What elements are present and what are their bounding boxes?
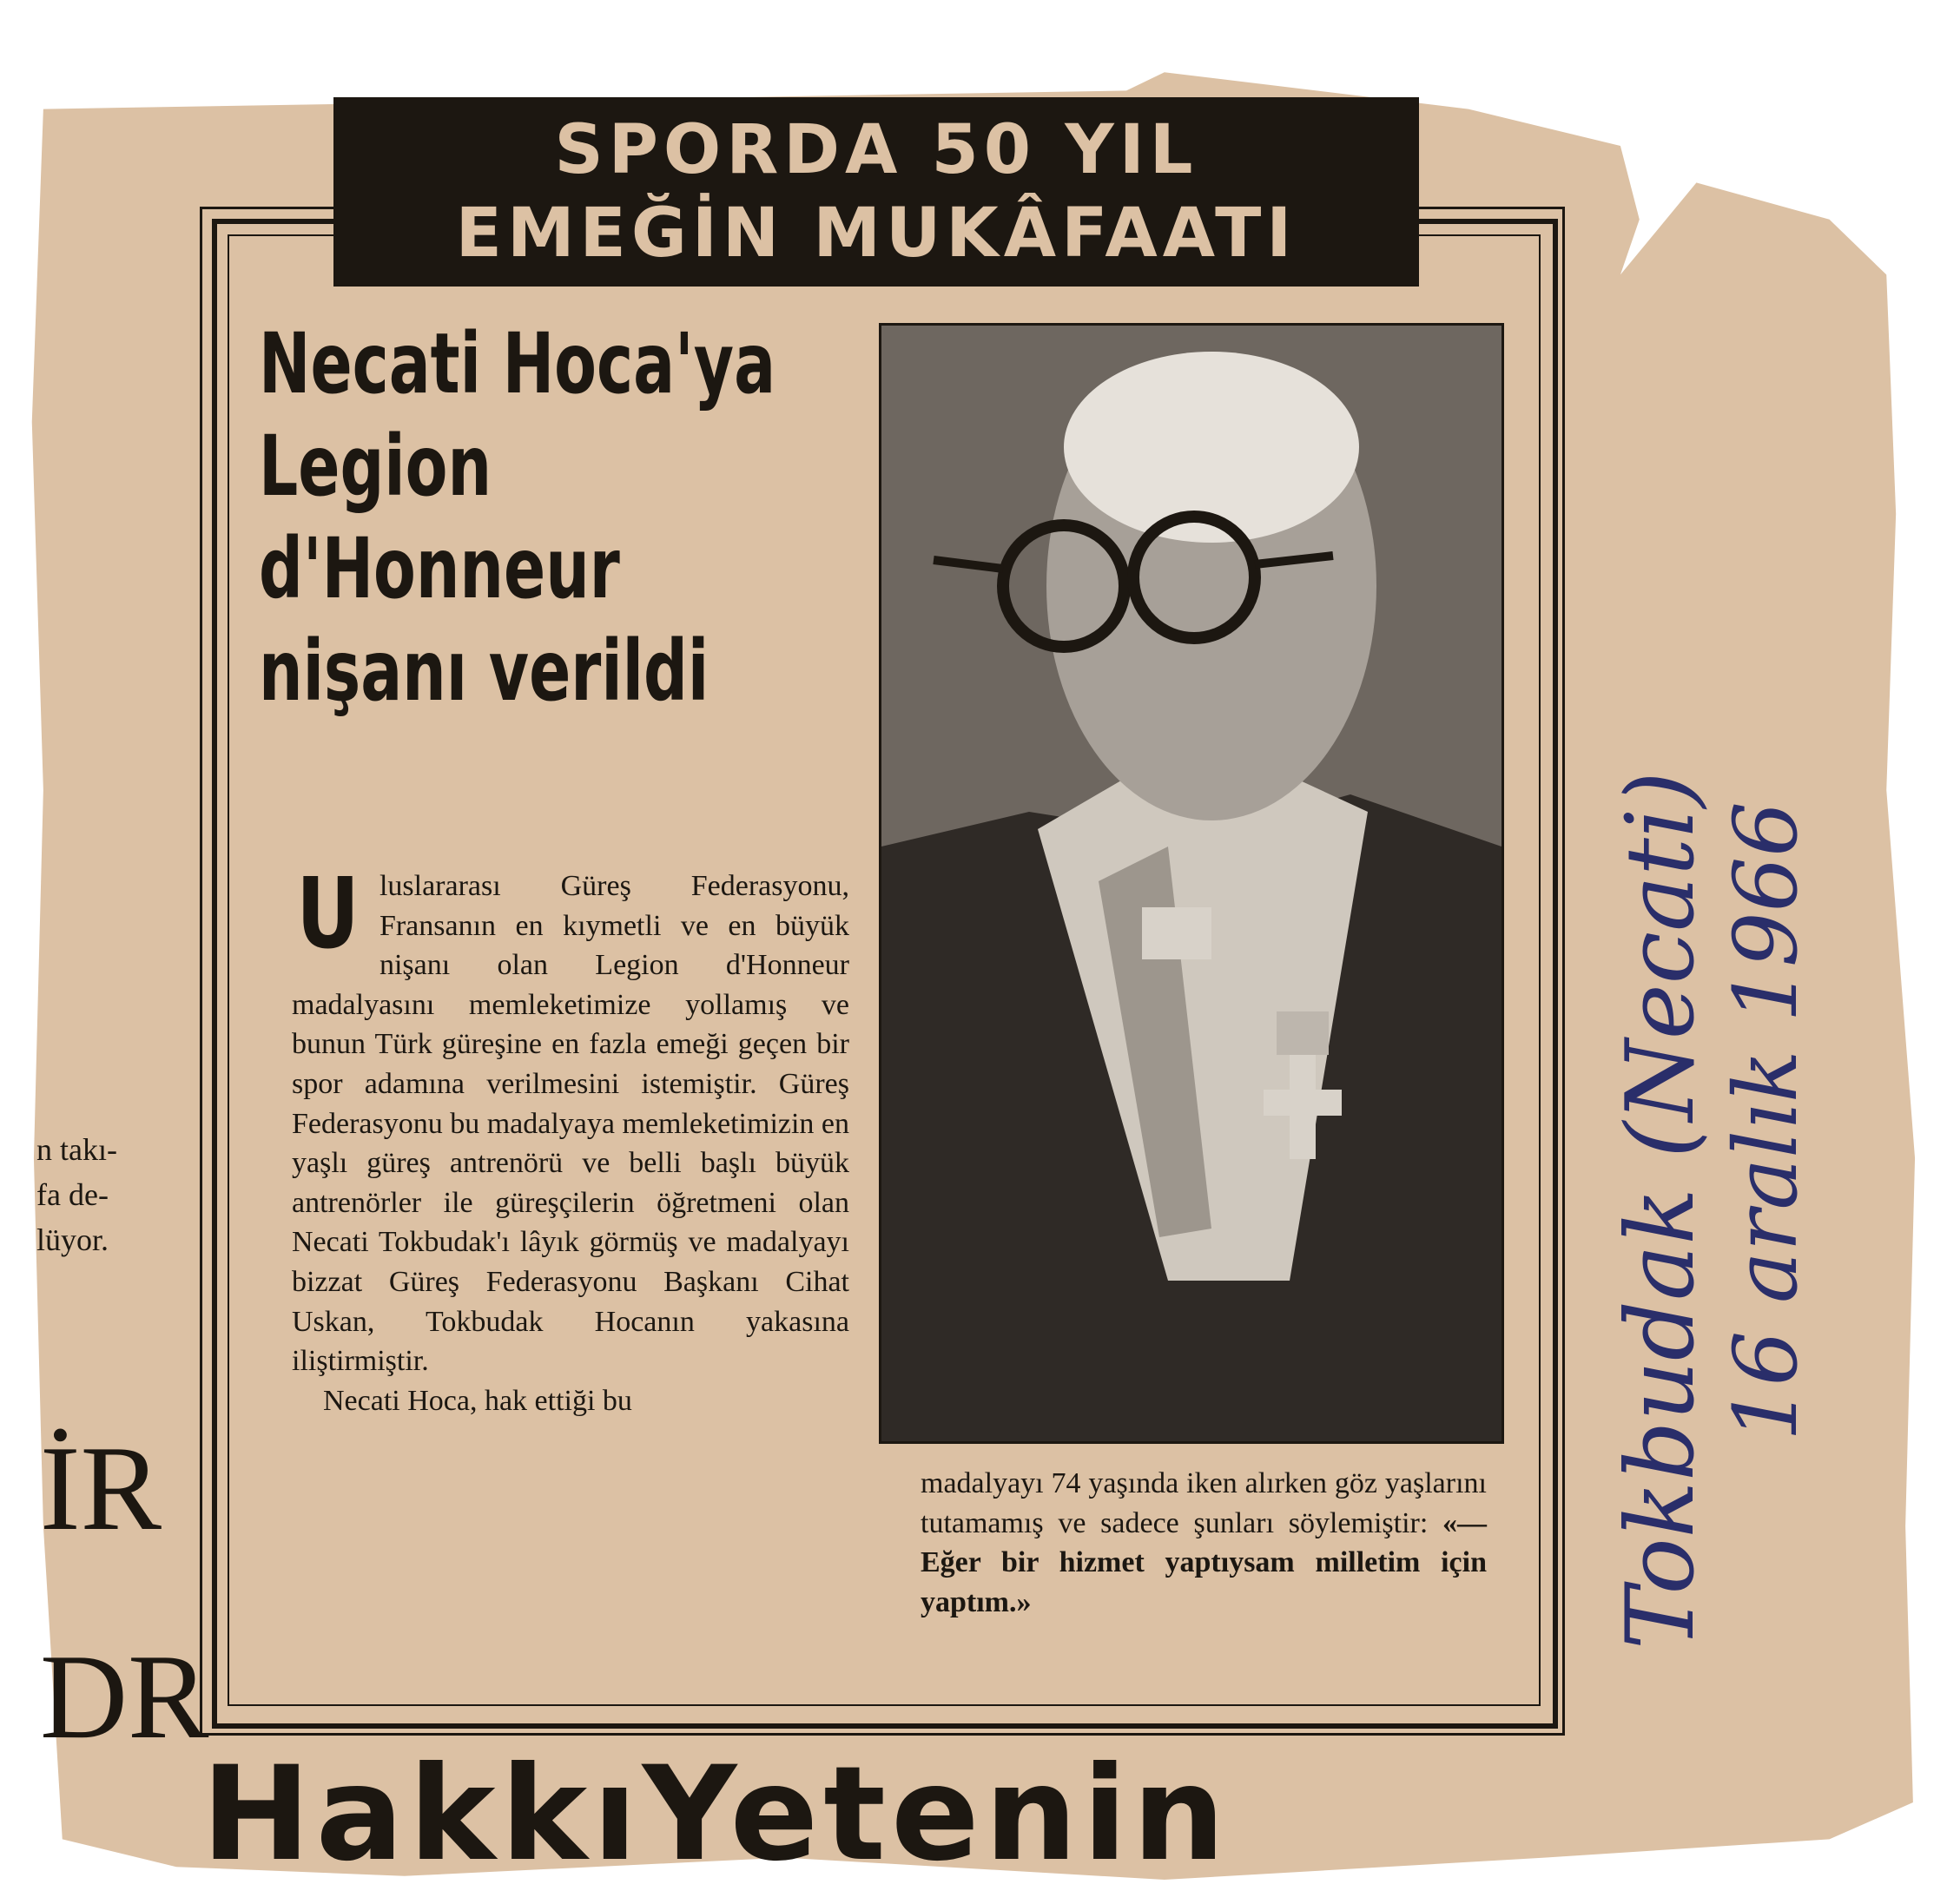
caption-text: madalyayı 74 yaşında iken alırken göz yaşlarını tutamamış ve sadece şunları söylemiştir:	[921, 1467, 1487, 1539]
banner-line-1: SPORDA 50 YIL	[554, 111, 1198, 189]
drop-cap: U	[296, 858, 360, 971]
left-headline-fragment: İR	[40, 1421, 162, 1556]
section-banner	[333, 97, 1419, 287]
photo-caption	[921, 1464, 1487, 1622]
left-column-fragment: fa de-	[36, 1177, 109, 1212]
article-paragraph-1	[292, 858, 850, 1381]
headline-line-2: Legion	[259, 418, 492, 515]
headline-line-3: d'Honneur	[259, 520, 620, 617]
portrait-photo	[879, 323, 1504, 1444]
handwriting-line-2: 16 aralık 1966	[1715, 801, 1817, 1441]
left-column-fragment: lüyor.	[36, 1222, 109, 1257]
portrait-illustration	[881, 326, 1502, 1441]
article-body	[292, 858, 850, 1420]
banner-line-2: EMEĞİN MUKÂFAATI	[455, 194, 1297, 273]
footer-headline: HakkıYetenin	[201, 1739, 1231, 1890]
left-column-fragment: n takı-	[36, 1132, 117, 1167]
handwriting-line-1: Tokbudak (Necati)	[1607, 771, 1715, 1650]
left-headline-fragment: DR	[40, 1630, 209, 1764]
article-paragraph-1-text: luslararası Güreş Federasyonu, Fransanın en kıymetli ve en büyük nişanı olan Legion d'Honneur madalyasını memleketimize yollamış ve bunun Türk güreşine en fazla emeği geçen bir spor adamına verilmesini istemiştir. Güreş Federasyonu bu madalyaya memleketimizin en yaşlı güreş antrenörü ve belli başlı büyük antrenörler ile güreşçilerin öğretmeni olan Necati Tokbudak'ı lâyık görmüş ve madalyayı bizzat Güreş Federasyonu Başkanı Cihat Uskan, Tokbudak Hocanın yakasına iliştirmiştir.	[292, 870, 850, 1378]
headline	[259, 313, 867, 722]
caption-quote: «— Eğer bir hizmet yaptıysam milletim için yaptım.»	[921, 1506, 1488, 1618]
headline-line-1: Necati Hoca'ya	[259, 315, 776, 412]
headline-line-4: nişanı verildi	[259, 623, 710, 720]
article-paragraph-2: Necati Hoca, hak ettiği bu	[323, 1384, 632, 1417]
handwritten-annotation	[1607, 771, 1817, 1650]
